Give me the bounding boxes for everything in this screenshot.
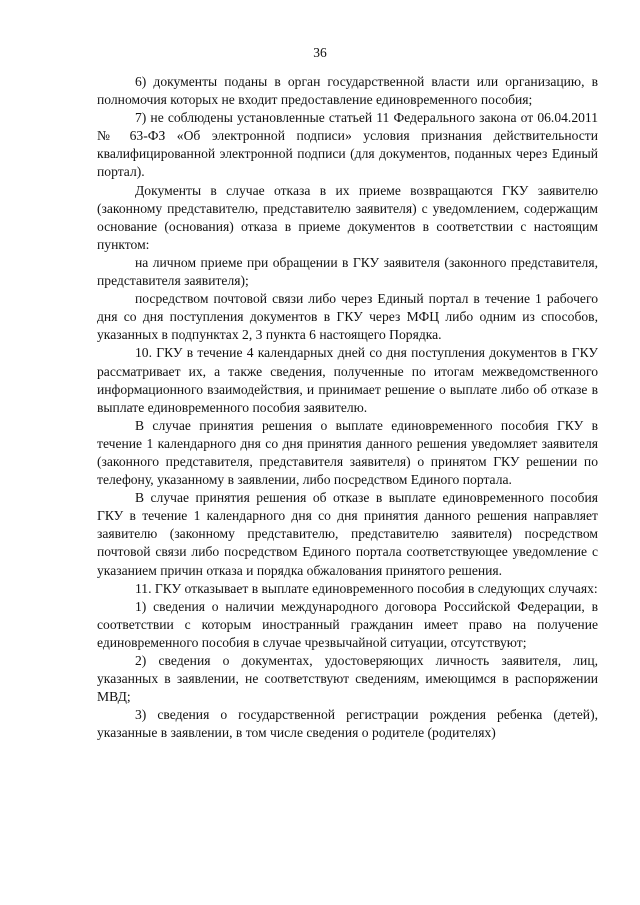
- paragraph: 11. ГКУ отказывает в выплате единовременного пособия в следующих случаях:: [135, 580, 598, 596]
- paragraph: 6) документы поданы в орган государственной власти или организацию, в полномочия которых не входит предоставление единовременного пособия;: [97, 74, 598, 108]
- page-number: 36: [313, 45, 327, 60]
- paragraph: 3) сведения о государственной регистрации рождения ребенка (детей), указанные в заявлении, в том числе сведения о родителе (родителях): [97, 707, 598, 741]
- paragraph: В случае принятия решения о выплате единовременного пособия ГКУ в течение 1 календарного дня со дня принятия данного решения уведомляет заявителя (законного представителя, представителя заявителя) о принятом ГКУ решении по телефону, указанному в заявлении, либо посредством Единого портала.: [97, 417, 598, 488]
- document-body: [97, 73, 598, 742]
- paragraph: 10. ГКУ в течение 4 календарных дней со дня поступления документов в ГКУ рассматривает их, а также сведения, полученные по итогам межведомственного информационного взаимодействия, и принимает решение о выплате либо об отказе в выплате единовременного пособия заявителю.: [97, 345, 598, 415]
- paragraph: Документы в случае отказа в их приеме возвращаются ГКУ заявителю (законному представителю, представителю заявителя) с уведомлением, содержащим основание (основания) отказа в приеме документов в соответствии с настоящим пунктом:: [97, 182, 598, 252]
- paragraph: 1) сведения о наличии международного договора Российской Федерации, в соответствии с которым иностранный гражданин имеет право на получение единовременного пособия в случае чрезвычайной ситуации, отсутствуют;: [97, 598, 598, 650]
- paragraph: на личном приеме при обращении в ГКУ заявителя (законного представителя, представителя заявителя);: [97, 254, 598, 289]
- paragraph: 7) не соблюдены установленные статьей 11 Федерального закона от 06.04.2011 № 63-ФЗ «Об электронной подписи» условия признания действительности квалифицированной электронной подписи (для документов, поданных через Единый портал).: [97, 110, 598, 180]
- paragraph: 2) сведения о документах, удостоверяющих личность заявителя, лиц, указанных в заявлении, не соответствуют сведениям, имеющимся в распоряжении МВД;: [97, 653, 598, 705]
- paragraph: В случае принятия решения об отказе в выплате единовременного пособия ГКУ в течение 1 календарного дня со дня принятия данного решения направляет заявителю (законному представителю, представителю заявителя) посредством почтовой связи либо посредством Единого портала соответствующее уведомление с указанием причин отказа и порядка обжалования принятого решения.: [97, 490, 598, 578]
- paragraph: посредством почтовой связи либо через Единый портал в течение 1 рабочего дня со дня поступления документов в ГКУ через МФЦ либо одним из способов, указанных в подпунктах 2, 3 пункта 6 настоящего Порядка.: [97, 291, 598, 343]
